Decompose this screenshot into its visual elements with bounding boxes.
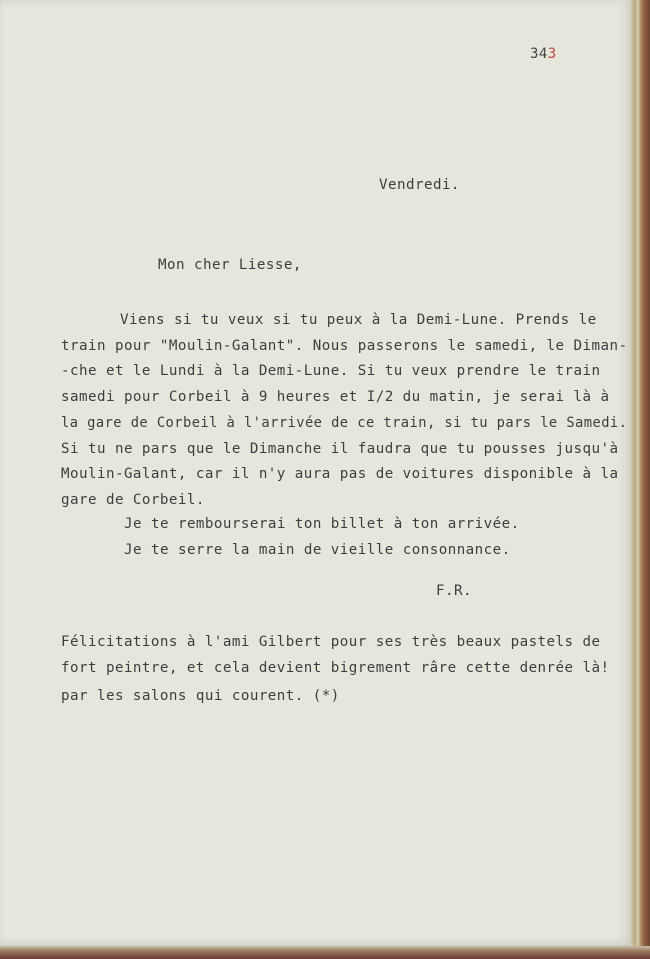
body-line: Viens si tu veux si tu peux à la Demi-Lune. Prends le <box>120 312 597 328</box>
body-line: la gare de Corbeil à l'arrivée de ce train, si tu pars le Samedi. <box>61 415 628 431</box>
letter-salutation: Mon cher Liesse, <box>158 257 302 273</box>
letter-date: Vendredi. <box>379 177 460 193</box>
body-line: train pour "Moulin-Galant". Nous passerons le samedi, le Diman- <box>61 338 628 354</box>
body-line: gare de Corbeil. <box>61 492 205 508</box>
postscript-line: Félicitations à l'ami Gilbert pour ses très beaux pastels de <box>61 634 601 650</box>
postscript-line: fort peintre, et cela devient bigrement râre cette denrée là! <box>61 660 610 676</box>
postscript-line: par les salons qui courent. (*) <box>61 688 340 704</box>
body-line: Moulin-Galant, car il n'y aura pas de voitures disponible à la <box>61 466 619 482</box>
body-line: Je te rembourserai ton billet à ton arrivée. <box>124 516 520 532</box>
page-number: 343 <box>530 46 557 62</box>
letter-signature: F.R. <box>436 583 472 599</box>
book-bottom-edge <box>0 946 650 959</box>
body-line: -che et le Lundi à la Demi-Lune. Si tu veux prendre le train <box>61 363 601 379</box>
body-line: samedi pour Corbeil à 9 heures et I/2 du matin, je serai là à <box>61 389 610 405</box>
book-edge <box>631 0 650 959</box>
body-line: Si tu ne pars que le Dimanche il faudra que tu pousses jusqu'à <box>61 441 619 457</box>
body-line: Je te serre la main de vieille consonnance. <box>124 542 511 558</box>
